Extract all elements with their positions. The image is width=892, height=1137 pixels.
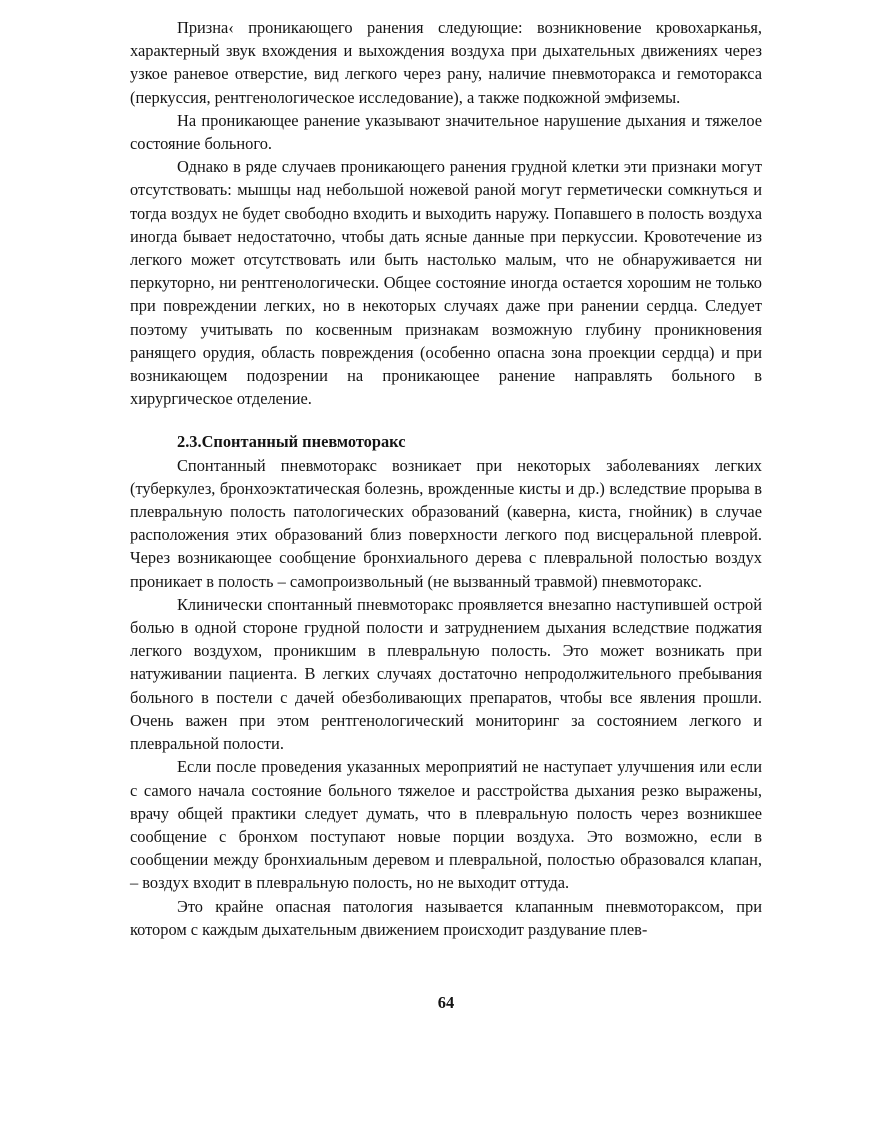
page-body xyxy=(130,16,762,941)
paragraph-spontaneous-pneumothorax-causes: Спонтанный пневмоторакс возникает при некоторых заболеваниях легких (туберкулез, бронхоэктатическая болезнь, врожденные кисты и др.) вследствие прорыва в плевральную полость патологических образований (каверна, киста, гнойник) в случае расположения этих образований близ поверхности легкого под висцеральной плеврой. Через возникающее сообщение бронхиального дерева с плевральной полостью воздух проникает в полость – самопроизвольный (не вызванный травмой) пневмоторакс. xyxy=(130,455,762,591)
paragraph-signs-of-penetrating-wound: Призна‹ проникающего ранения следующие: возникновение кровохарканья, характерный звук вхождения и выхождения воздуха при дыхательных движениях через узкое раневое отверстие, вид легкого через рану, наличие пневмоторакса и гемоторакса (перкуссия, рентгенологическое исследование), а также подкожной эмфиземы. xyxy=(130,18,762,107)
page-number: 64 xyxy=(437,993,455,1012)
paragraph-breathing-disturbance: На проникающее ранение указывают значительное нарушение дыхания и тяжелое состояние больного. xyxy=(130,110,762,154)
section-heading-spontaneous-pneumothorax: 2.3.Спонтанный пневмоторакс xyxy=(177,432,406,452)
paragraph-valve-pneumothorax: Это крайне опасная патология называется клапанным пневмотораксом, при котором с каждым дыхательным движением происходит раздувание плев- xyxy=(130,896,762,939)
paragraph-clinical-presentation: Клинически спонтанный пневмоторакс проявляется внезапно наступившей острой болью в одной стороне грудной полости и затруднением дыхания вследствие поджатия легкого воздухом, проникшим в плевральную полость. Это может возникать при натуживании пациента. В легких случаях достаточно непродолжительного пребывания больного в постели с дачей обезболивающих препаратов, чтобы все явления прошли. Очень важен при этом рентгенологический мониторинг за состоянием легкого и плевральной полости. xyxy=(130,594,762,754)
paragraph-no-improvement: Если после проведения указанных мероприятий не наступает улучшения или если с самого начала состояние больного тяжелое и расстройства дыхания резко выражены, врачу общей практики следует думать, что в плевральную полость через возникшее сообщение с бронхом поступают новые порции воздуха. Это возможно, если в сообщении между бронхиальным деревом и плевральной, полостью образовался клапан, – воздух входит в плевральную полость, но не выходит оттуда. xyxy=(130,757,762,893)
paragraph-signs-may-be-absent: Однако в ряде случаев проникающего ранения грудной клетки эти признаки могут отсутствовать: мышцы над небольшой ножевой раной могут герметически сомкнуться и тогда воздух не будет свободно входить и выходить наружу. Попавшего в полость воздуха иногда бывает недостаточно, чтобы дать ясные данные при перкуссии. Кровотечение из легкого может отсутствовать или быть настолько малым, что не обнаруживается ни перкуторно, ни рентгенологически. Общее состояние иногда остается хорошим не только при повреждении легких, но в некоторых случаях даже при ранении сердца. Следует поэтому учитывать по косвенным признакам возможную глубину проникновения ранящего орудия, область повреждения (особенно опасна зона проекции сердца) и при возникающем подозрении на проникающее ранение направлять больного в хирургическое отделение. xyxy=(130,157,762,409)
